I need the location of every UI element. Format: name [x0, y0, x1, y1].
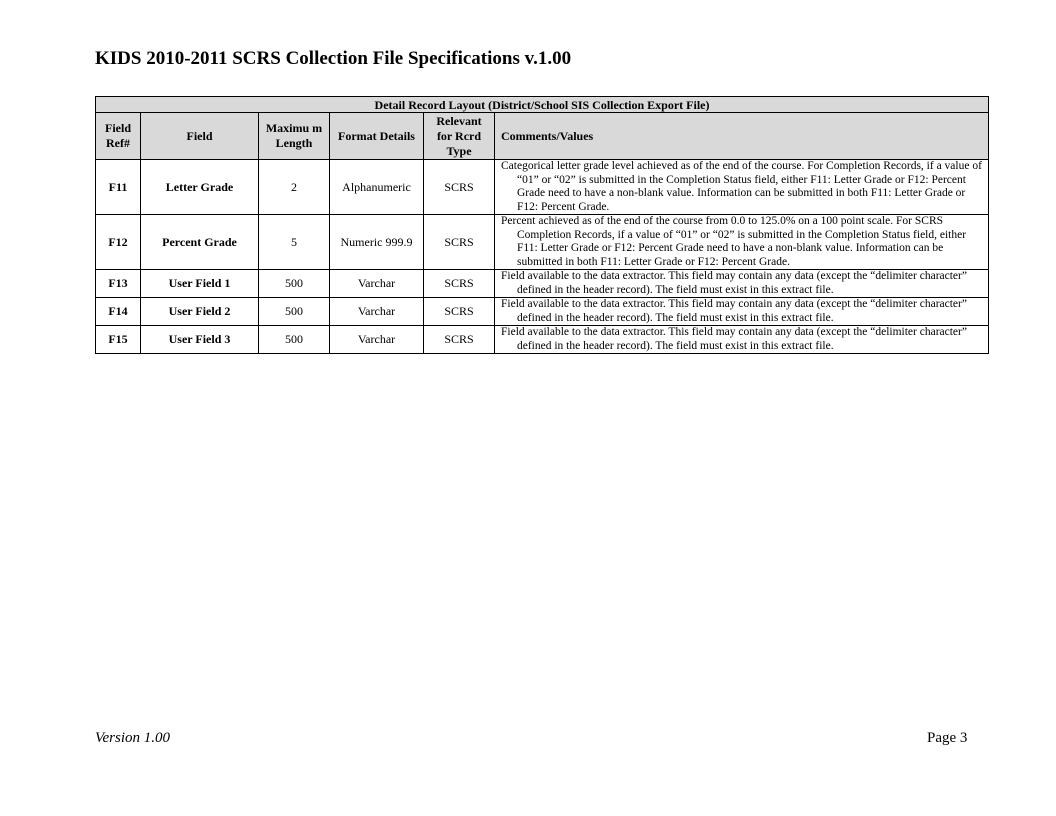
cell-field-ref: F12 [96, 215, 141, 270]
cell-relevant-record-type: SCRS [424, 215, 495, 270]
cell-field-ref: F13 [96, 270, 141, 298]
table-header-row [96, 113, 989, 160]
cell-format-details: Varchar [330, 326, 424, 354]
header-field-ref: Field Ref# [96, 113, 141, 160]
detail-record-layout-table [95, 96, 989, 354]
table-caption-row [96, 97, 989, 113]
cell-comments [495, 326, 989, 354]
cell-field-name: Letter Grade [141, 160, 259, 215]
cell-field-name: User Field 1 [141, 270, 259, 298]
header-field: Field [141, 113, 259, 160]
cell-field-ref: F14 [96, 298, 141, 326]
cell-max-length: 500 [259, 326, 330, 354]
cell-comments [495, 160, 989, 215]
table-row [96, 270, 989, 298]
comment-text: Field available to the data extractor. This field may contain any data (except the “delimiter character” defined in the header record). The field must exist in this extract file. [501, 326, 967, 352]
cell-relevant-record-type: SCRS [424, 326, 495, 354]
header-format-details: Format Details [330, 113, 424, 160]
cell-comments [495, 270, 989, 298]
cell-relevant-record-type: SCRS [424, 298, 495, 326]
document-title: KIDS 2010-2011 SCRS Collection File Specifications v.1.00 [95, 48, 572, 69]
cell-comments [495, 215, 989, 270]
cell-max-length: 5 [259, 215, 330, 270]
footer-version: Version 1.00 [95, 730, 170, 746]
table-row [96, 215, 989, 270]
cell-comments [495, 298, 989, 326]
comment-text: Field available to the data extractor. This field may contain any data (except the “delimiter character” defined in the header record). The field must exist in this extract file. [501, 270, 967, 296]
cell-field-ref: F11 [96, 160, 141, 215]
footer-page-number: Page 3 [927, 730, 968, 746]
comment-text: Field available to the data extractor. This field may contain any data (except the “delimiter character” defined in the header record). The field must exist in this extract file. [501, 298, 967, 324]
table-caption: Detail Record Layout (District/School SIS Collection Export File) [96, 97, 989, 113]
header-max-length: Maximu m Length [259, 113, 330, 160]
cell-max-length: 2 [259, 160, 330, 215]
header-relevant-record-type: Relevant for Rcrd Type [424, 113, 495, 160]
cell-format-details: Varchar [330, 270, 424, 298]
cell-field-name: Percent Grade [141, 215, 259, 270]
cell-max-length: 500 [259, 298, 330, 326]
table-row [96, 298, 989, 326]
cell-relevant-record-type: SCRS [424, 270, 495, 298]
cell-field-ref: F15 [96, 326, 141, 354]
cell-relevant-record-type: SCRS [424, 160, 495, 215]
header-comments-values: Comments/Values [495, 113, 989, 160]
comment-text: Percent achieved as of the end of the course from 0.0 to 125.0% on a 100 point scale. For SCRS Completion Records, if a value of “01” or “02” is submitted in the Completion Status field, either F11: Letter Grade or F12: Percent Grade need to have a non-blank value. Information can be submitted in both F11: Letter Grade or F12: Percent Grade. [501, 215, 967, 268]
cell-field-name: User Field 3 [141, 326, 259, 354]
table-row [96, 326, 989, 354]
cell-max-length: 500 [259, 270, 330, 298]
table-row [96, 160, 989, 215]
cell-format-details: Varchar [330, 298, 424, 326]
comment-text: Categorical letter grade level achieved as of the end of the course. For Completion Records, if a value of “01” or “02” is submitted in the Completion Status field, either F11: Letter Grade or F12: Percent Grade need to have a non-blank value. Information can be submitted in both F11: Letter Grade or F12: Percent Grade. [501, 160, 982, 213]
cell-format-details: Numeric 999.9 [330, 215, 424, 270]
cell-format-details: Alphanumeric [330, 160, 424, 215]
cell-field-name: User Field 2 [141, 298, 259, 326]
